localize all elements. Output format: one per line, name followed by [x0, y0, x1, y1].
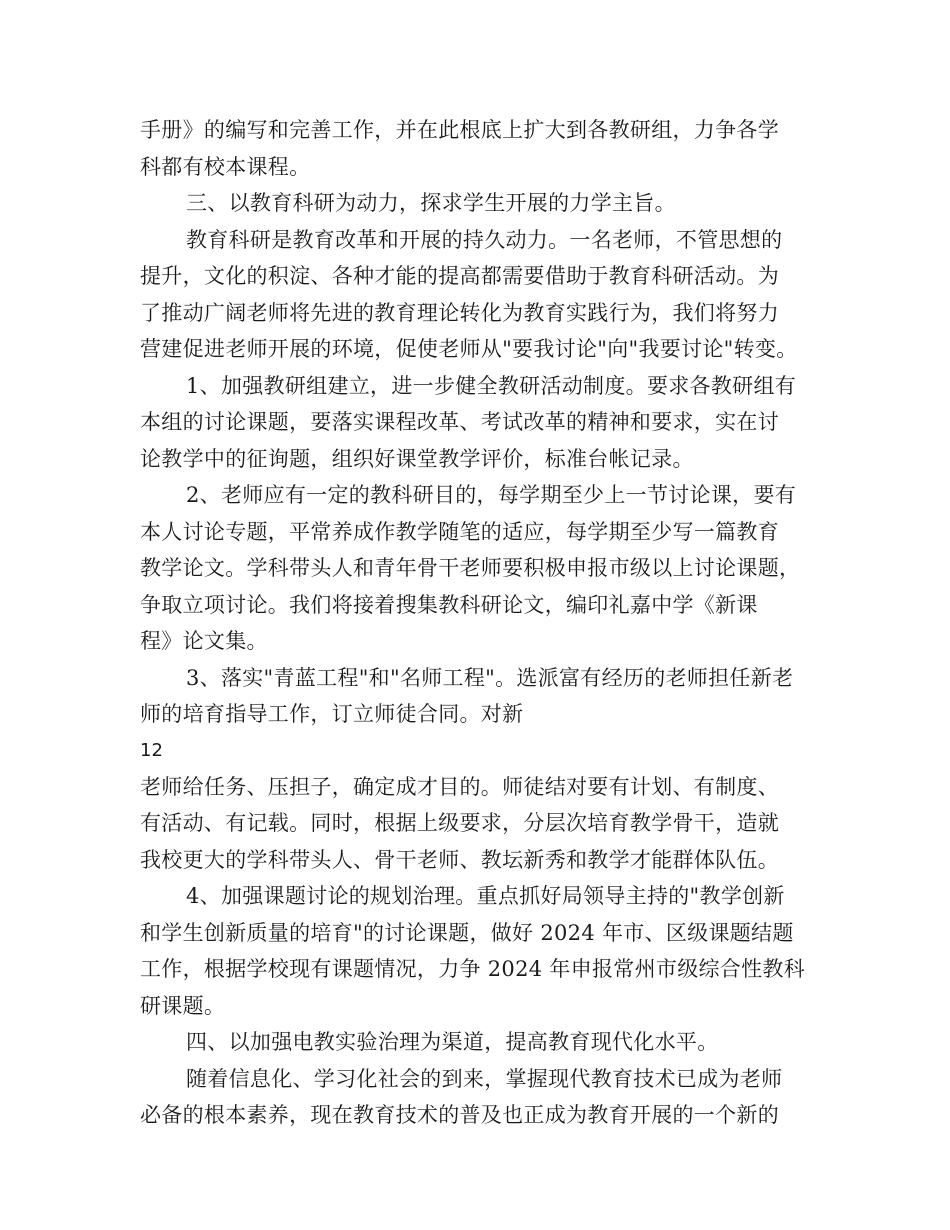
text-line: 教学论文。学科带头人和青年骨干老师要积极申报市级以上讨论课题，	[140, 556, 801, 580]
text-line: 教育科研是教育改革和开展的持久动力。一名老师，不管思想的	[186, 227, 783, 252]
text-line: 手册》的编写和完善工作，并在此根底上扩大到各教研组，力争各学	[140, 118, 779, 142]
text-line: 1、加强教研组建立，进一步健全教研活动制度。要求各教研组有	[186, 373, 797, 398]
text-line: 研课题。	[140, 993, 226, 1018]
text-line: 论教学中的征询题，组织好课堂教学评价，标准台帐记录。	[140, 446, 694, 471]
text-line: 科都有校本课程。	[140, 154, 311, 179]
text-line: 三、以教育科研为动力，探求学生开展的力学主旨。	[186, 191, 676, 215]
text-line: 师的培育指导工作，订立师徒合同。对新	[140, 702, 524, 726]
text-line: 2、老师应有一定的教科研目的，每学期至少上一节讨论课，要有	[186, 483, 797, 507]
document-body-after	[140, 769, 830, 1134]
text-line: 本人讨论专题，平常养成作教学随笔的适应，每学期至少写一篇教育	[140, 519, 779, 544]
text-line: 3、落实"青蓝工程"和"名师工程"。选派富有经历的老师担任新老	[186, 665, 794, 690]
text-line: 工作，根据学校现有课题情况，力争 2024 年申报常州市级综合性教科	[140, 957, 805, 981]
text-line: 程》论文集。	[140, 629, 268, 653]
text-line: 营建促进老师开展的环境，促使老师从"要我讨论"向"我要讨论"转变。	[140, 337, 798, 361]
text-line: 有活动、有记载。同时，根据上级要求，分层次培育教学骨干，造就	[140, 811, 779, 835]
text-line: 老师给任务、压担子，确定成才目的。师徒结对要有计划、有制度、	[140, 774, 779, 799]
page-number: 12	[140, 739, 163, 761]
text-line: 提升，文化的积淀、各种才能的提高都需要借助于教育科研活动。为	[140, 264, 779, 288]
text-line: 本组的讨论课题，要落实课程改革、考试改革的精神和要求，实在讨	[140, 410, 779, 434]
text-line: 我校更大的学科带头人、骨干老师、教坛新秀和教学才能群体队伍。	[140, 847, 779, 872]
text-line: 随着信息化、学习化社会的到来，掌握现代教育技术已成为老师	[186, 1066, 783, 1091]
text-line: 了推动广阔老师将先进的教育理论转化为教育实践行为，我们将努力	[140, 300, 779, 325]
document-page	[140, 112, 830, 1134]
text-line: 和学生创新质量的培育"的讨论课题，做好 2024 年市、区级课题结题	[140, 920, 794, 945]
text-line: 必备的根本素养，现在教育技术的普及也正成为教育开展的一个新的	[140, 1103, 779, 1127]
document-body-before	[140, 112, 830, 733]
text-line: 四、以加强电教实验治理为渠道，提高教育现代化水平。	[186, 1030, 719, 1054]
text-line: 争取立项讨论。我们将接着搜集教科研论文，编印礼嘉中学《新课	[140, 592, 758, 617]
text-line: 4、加强课题讨论的规划治理。重点抓好局领导主持的"教学创新	[186, 884, 785, 908]
